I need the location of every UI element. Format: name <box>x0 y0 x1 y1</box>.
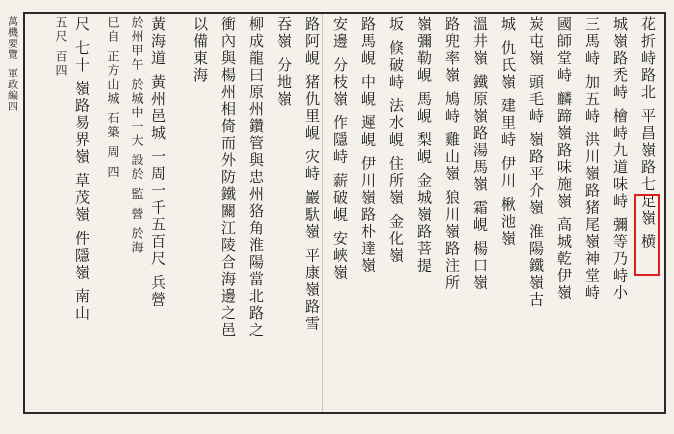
highlight-box <box>634 194 660 276</box>
text-column: 安邊 分枝嶺 作隱峙 薪破峴 安峽嶺 <box>331 16 349 282</box>
text-column: 路兜率嶺 鳩峙 雞山嶺 狼川嶺路注所 <box>443 16 461 292</box>
book-title: 萬機要覽 <box>5 16 17 60</box>
text-column: 城嶺路禿峙 檜峙九道味峙 彌等乃峙小 <box>611 16 629 302</box>
text-column: 柳成龍曰原州鑽管與忠州狢角淮陽當北路之 <box>247 16 265 339</box>
text-column: 三馬峙 加五峙 洪川嶺路猪尾嶺神堂峙 <box>583 16 601 302</box>
text-column: 巳自 正方山城 石築 周 四 <box>106 16 120 180</box>
text-columns <box>44 16 662 408</box>
section-title: 軍政編四 <box>5 68 17 112</box>
text-column: 坂 倏破峙 法水峴 住所嶺 金化嶺 <box>387 16 405 265</box>
text-column: 國師堂峙 麟蹄嶺路味施嶺 高城乾伊嶺 <box>555 16 573 302</box>
text-column: 以備東海 <box>191 16 209 84</box>
running-header <box>0 16 22 416</box>
text-column: 路阿峴 猪仇里峴 灾峙 巖馱嶺 平康嶺路雪 <box>303 16 321 333</box>
text-column: 於州甲午 於城中一大 設於 監 營 於海 <box>130 16 144 256</box>
text-column: 炭屯嶺 頭毛峙 嶺路平介嶺 淮陽鐵嶺古 <box>527 16 545 309</box>
text-column: 城 仇氏嶺 建里峙 伊川 楸池嶺 <box>499 16 517 248</box>
text-column: 黃海道 黃州邑城 一周一千五百尺 兵營 <box>149 16 167 309</box>
text-column: 路馬峴 中峴 遲峴 伊川嶺路朴達嶺 <box>359 16 377 275</box>
text-column: 五尺 百四 <box>54 16 68 78</box>
text-column: 花折峙路北 平昌嶺路七足嶺 横 <box>639 16 657 251</box>
text-column: 嶺彌勒峴 馬峴 梨峴 金城嶺路菩提 <box>415 16 433 275</box>
text-column: 衝內與楊州相倚而外防鐵關江陵合海邊之邑 <box>219 16 237 339</box>
text-column: 溫井嶺 鐵原嶺路湯馬嶺 霜峴 楊口嶺 <box>471 16 489 292</box>
text-column: 吞嶺 分地嶺 <box>275 16 293 108</box>
text-column: 尺 七十 嶺路易界嶺 草茂嶺 件隱嶺 南山 <box>73 16 91 322</box>
